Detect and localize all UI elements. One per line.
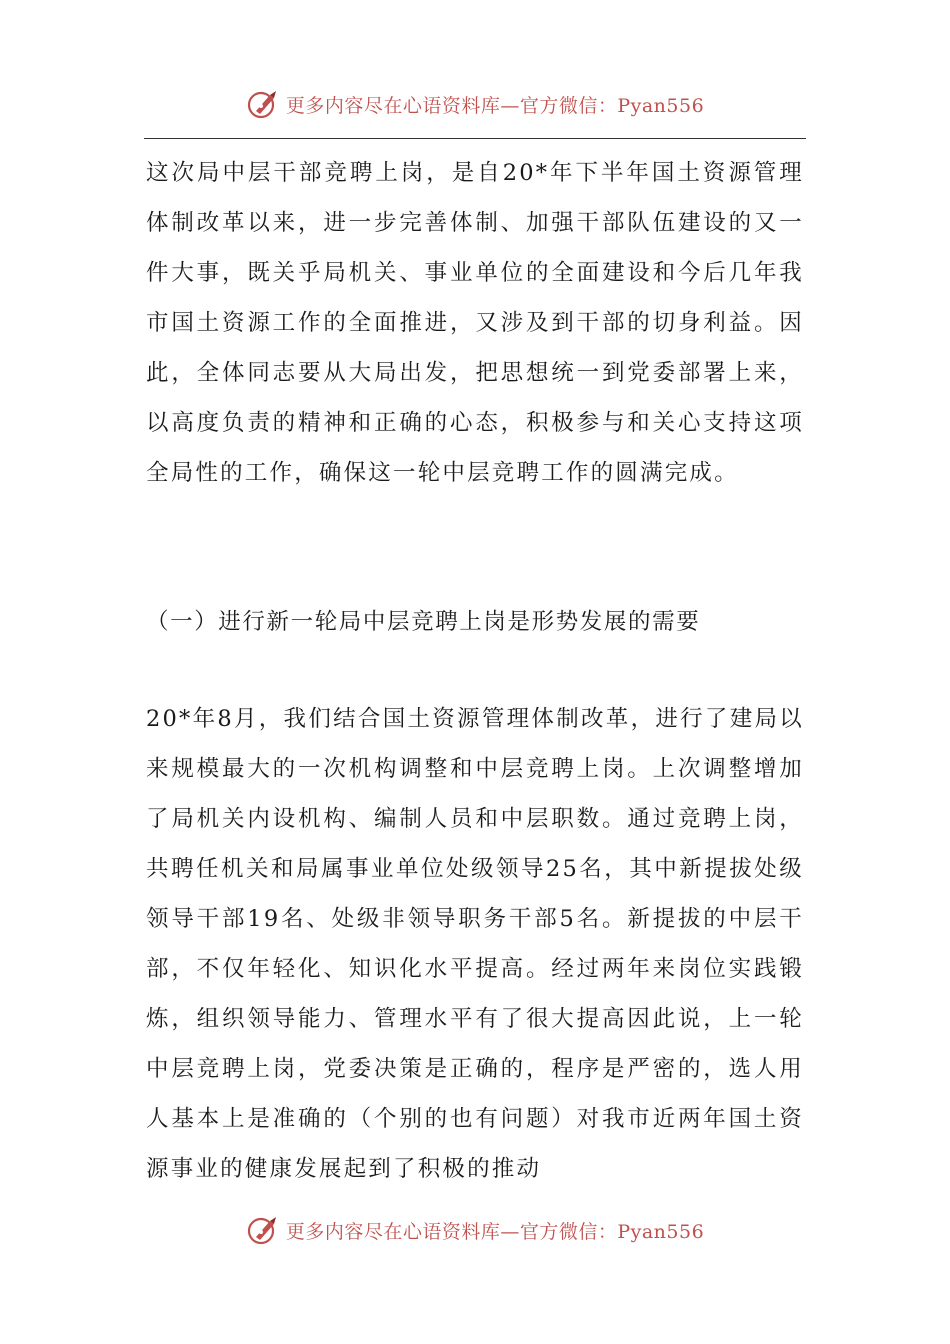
header-banner-content [246, 87, 704, 121]
header-banner [0, 84, 950, 124]
footer-banner-text: 更多内容尽在心语资料库—官方微信：Pyan556 [285, 1220, 705, 1243]
header-banner-text: 更多内容尽在心语资料库—官方微信：Pyan556 [285, 94, 705, 117]
section-heading-1: （一）进行新一轮局中层竞聘上岗是形势发展的需要 [146, 609, 701, 635]
pen-nib-circle-icon [246, 87, 280, 121]
paragraph-1: 这次局中层干部竞聘上岗，是自20*年下半年国土资源管理体制改革以来，进一步完善体制、加强干部队伍建设的又一件大事，既关乎局机关、事业单位的全面建设和今后几年我市国土资源工作的全面推进，又涉及到干部的切身利益。因此，全体同志要从大局出发，把思想统一到党委部署上来，以高度负责的精神和正确的心态，积极参与和关心支持这项全局性的工作，确保这一轮中层竞聘工作的圆满完成。 [146, 160, 804, 486]
footer-banner-content [246, 1213, 704, 1247]
pen-nib-circle-icon [246, 1213, 280, 1247]
footer-banner [0, 1210, 950, 1250]
paragraph-2: 20*年8月，我们结合国土资源管理体制改革，进行了建局以来规模最大的一次机构调整和中层竞聘上岗。上次调整增加了局机关内设机构、编制人员和中层职数。通过竞聘上岗，共聘任机关和局属事业单位处级领导25名，其中新提拔处级领导干部19名、处级非领导职务干部5名。新提拔的中层干部，不仅年轻化、知识化水平提高。经过两年来岗位实践锻炼，组织领导能力、管理水平有了很大提高因此说，上一轮中层竞聘上岗，党委决策是正确的，程序是严密的，选人用人基本上是准确的（个别的也有问题）对我市近两年国土资源事业的健康发展起到了积极的推动 [146, 706, 804, 1182]
header-divider [144, 138, 806, 139]
